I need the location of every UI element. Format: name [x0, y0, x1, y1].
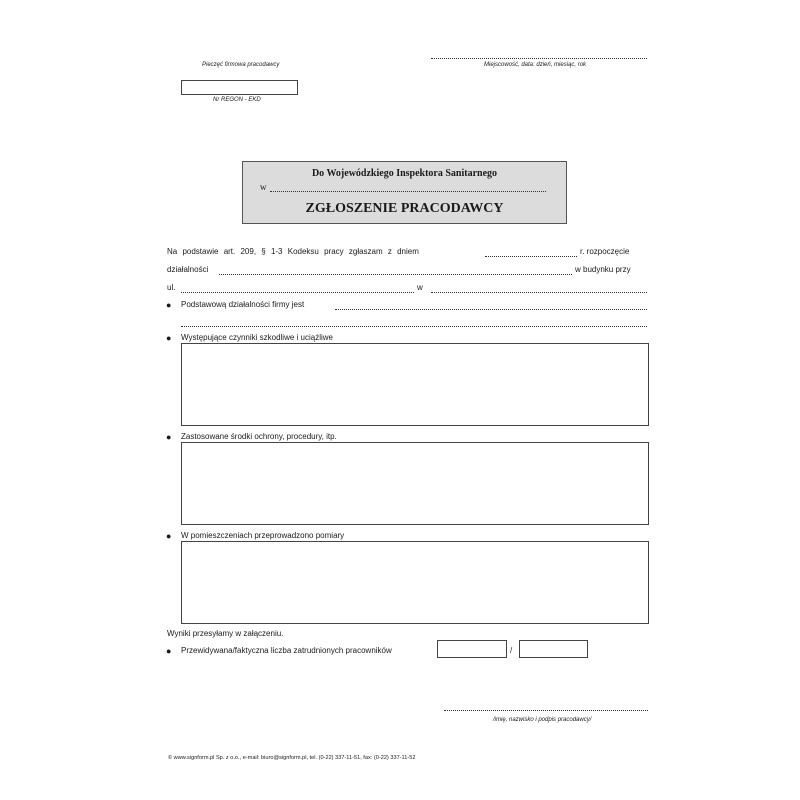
intro-text-4: w budynku przy — [575, 265, 631, 274]
form-title: ZGŁOSZENIE PRACODAWCY — [305, 201, 504, 216]
header-box — [242, 161, 567, 224]
bullet-icon: ● — [166, 531, 172, 541]
place-date-field[interactable] — [431, 58, 647, 59]
results-note: Wyniki przesyłamy w załączeniu. — [167, 629, 284, 638]
employees-planned-field[interactable] — [437, 640, 507, 658]
protection-box[interactable] — [181, 442, 649, 525]
employees-label: Przewidywana/faktyczna liczba zatrudnionych pracowników — [181, 646, 392, 655]
employees-actual-field[interactable] — [519, 640, 588, 658]
measurements-box[interactable] — [181, 541, 649, 624]
footer-text: © www.signform.pl Sp. z o.o., e-mail: biuro@signform.pl, tel. (0-22) 337-11-51, fax: (0-22) 337-11-52 — [168, 755, 416, 761]
signature-field[interactable] — [444, 710, 648, 711]
recipient-w-prefix: w — [260, 182, 267, 192]
harmful-factors-label: Występujące czynniki szkodliwe i uciążliwe — [181, 333, 333, 342]
activity-field[interactable] — [219, 274, 572, 275]
primary-activity-field[interactable] — [335, 309, 647, 310]
stamp-label: Pieczęć firmowa pracodawcy — [202, 62, 280, 68]
measurements-label: W pomieszczeniach przeprowadzono pomiary — [181, 531, 345, 540]
intro-text-6: w — [417, 283, 423, 292]
place-date-label: Miejscowość, data: dzień, miesiąc, rok — [484, 62, 587, 68]
recipient-text: Do Wojewódzkiego Inspektora Sanitarnego — [311, 168, 498, 179]
bullet-icon: ● — [166, 300, 172, 310]
primary-activity-label: Podstawową działalności firmy jest — [181, 300, 305, 309]
street-field[interactable] — [181, 292, 414, 293]
protection-label: Zastosowane środki ochrony, procedury, itp. — [181, 432, 337, 441]
signature-label: /imię, nazwisko i podpis pracodawcy/ — [493, 717, 592, 723]
regon-field[interactable] — [181, 80, 298, 95]
regon-label: Nr REGON - EKD — [213, 97, 261, 103]
harmful-factors-box[interactable] — [181, 343, 649, 426]
city-field[interactable] — [431, 292, 647, 293]
employees-separator: / — [510, 646, 513, 655]
intro-text-2: r. rozpoczęcie — [580, 247, 630, 256]
intro-text-3: działalności — [167, 265, 209, 274]
bullet-icon: ● — [166, 432, 172, 442]
intro-text-1: Na podstawie art. 209, § 1-3 Kodeksu pracy zgłaszam z dniem — [167, 247, 419, 256]
start-date-field[interactable] — [485, 256, 577, 257]
bullet-icon: ● — [166, 333, 172, 343]
inspector-location-field[interactable] — [270, 191, 546, 192]
intro-text-5: ul. — [167, 283, 176, 292]
bullet-icon: ● — [166, 646, 172, 656]
primary-activity-field-line2[interactable] — [181, 326, 647, 327]
